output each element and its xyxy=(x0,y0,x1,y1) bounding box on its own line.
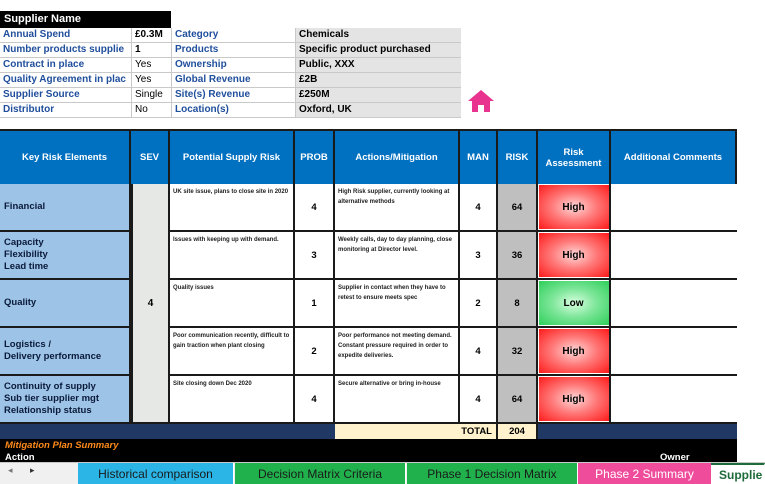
risk-assessment-badge: High xyxy=(539,233,609,277)
mitigation-action-text[interactable]: High Risk supplier, currently looking at alternative methods xyxy=(335,184,460,232)
supplier-field-label: Location(s) xyxy=(171,103,295,118)
total-value[interactable]: 204 xyxy=(498,424,538,439)
risk-assessment-badge: High xyxy=(539,185,609,229)
mitigation-action-text[interactable]: Weekly calls, day to day planning, close monitoring at Director level. xyxy=(335,232,460,280)
risk-assessment-badge: High xyxy=(539,329,609,373)
supplier-field-label: Global Revenue xyxy=(171,73,295,88)
column-header-potential[interactable]: Potential Supply Risk xyxy=(170,131,295,184)
prob-value[interactable]: 4 xyxy=(295,376,335,424)
scroll-tabs-right-icon[interactable]: ▸ xyxy=(30,465,35,475)
additional-comment-cell[interactable] xyxy=(611,376,737,424)
supplier-field-value[interactable]: £0.3M xyxy=(131,28,171,43)
risk-assessment-cell[interactable] xyxy=(538,376,611,424)
risk-assessment-cell[interactable] xyxy=(538,328,611,376)
supplier-field-label: Site(s) Revenue xyxy=(171,88,295,103)
risk-assessment-badge: High xyxy=(539,377,609,421)
supplier-name-label[interactable]: Supplier Name xyxy=(0,11,171,28)
supplier-field-value[interactable]: Specific product purchased xyxy=(295,43,461,58)
supplier-field-value[interactable]: 1 xyxy=(131,43,171,58)
potential-risk-text[interactable]: UK site issue, plans to close site in 2020 xyxy=(170,184,295,232)
supplier-field-value[interactable]: Yes xyxy=(131,58,171,73)
potential-risk-text[interactable]: Poor communication recently, difficult to gain traction when plant closing xyxy=(170,328,295,376)
supplier-field-value[interactable]: £2B xyxy=(295,73,461,88)
man-value[interactable]: 4 xyxy=(460,376,498,424)
supplier-field-label: Supplier Source xyxy=(0,88,131,103)
sheet-tab[interactable]: Supplie xyxy=(711,463,765,484)
additional-comment-cell[interactable] xyxy=(611,184,737,232)
mitigation-action-text[interactable]: Supplier in contact when they have to retest to ensure meets spec xyxy=(335,280,460,328)
total-label: TOTAL xyxy=(335,424,498,439)
man-value[interactable]: 3 xyxy=(460,232,498,280)
risk-score[interactable]: 64 xyxy=(498,184,538,232)
prob-value[interactable]: 2 xyxy=(295,328,335,376)
potential-risk-text[interactable]: Site closing down Dec 2020 xyxy=(170,376,295,424)
potential-risk-text[interactable]: Quality issues xyxy=(170,280,295,328)
risk-element[interactable]: Logistics / Delivery performance xyxy=(0,328,131,376)
supplier-field-label: Annual Spend xyxy=(0,28,131,43)
additional-comment-cell[interactable] xyxy=(611,328,737,376)
prob-value[interactable]: 3 xyxy=(295,232,335,280)
sheet-tab[interactable]: Phase 1 Decision Matrix xyxy=(407,463,578,484)
column-header-risk[interactable]: RISK xyxy=(498,131,538,184)
mitigation-action-text[interactable]: Secure alternative or bring in-house xyxy=(335,376,460,424)
potential-risk-text[interactable]: Issues with keeping up with demand. xyxy=(170,232,295,280)
prob-value[interactable]: 1 xyxy=(295,280,335,328)
sheet-tab[interactable]: Historical comparison xyxy=(78,463,234,484)
mitigation-summary xyxy=(0,439,737,462)
prob-value[interactable]: 4 xyxy=(295,184,335,232)
risk-score[interactable]: 64 xyxy=(498,376,538,424)
risk-score[interactable]: 32 xyxy=(498,328,538,376)
home-icon[interactable] xyxy=(466,88,496,114)
supplier-field-label: Products xyxy=(171,43,295,58)
column-header-assessment[interactable]: Risk Assessment xyxy=(538,131,611,184)
risk-assessment-badge: Low xyxy=(539,281,609,325)
supplier-field-label: Contract in place xyxy=(0,58,131,73)
supplier-field-value[interactable]: Single xyxy=(131,88,171,103)
column-header-man[interactable]: MAN xyxy=(460,131,498,184)
supplier-field-value[interactable]: Public, XXX xyxy=(295,58,461,73)
mitigation-action-label: Action xyxy=(5,452,35,462)
supplier-field-label: Number products supplie xyxy=(0,43,131,58)
sheet-tab-bar xyxy=(0,462,765,484)
scroll-tabs-left-icon[interactable]: ◂ xyxy=(8,465,13,475)
risk-element[interactable]: Quality xyxy=(0,280,131,328)
risk-score[interactable]: 8 xyxy=(498,280,538,328)
supplier-field-value[interactable]: No xyxy=(131,103,171,118)
risk-element[interactable]: Capacity Flexibility Lead time xyxy=(0,232,131,280)
supplier-field-label: Quality Agreement in plac xyxy=(0,73,131,88)
total-row-spacer xyxy=(0,424,335,439)
supplier-field-value[interactable]: Chemicals xyxy=(295,28,461,43)
man-value[interactable]: 4 xyxy=(460,328,498,376)
mitigation-owner-label: Owner xyxy=(660,452,690,462)
column-header-comments[interactable]: Additional Comments xyxy=(611,131,737,184)
sheet-tab[interactable]: Phase 2 Summary xyxy=(578,463,712,484)
risk-assessment-cell[interactable] xyxy=(538,232,611,280)
total-row-spacer-right xyxy=(538,424,737,439)
supplier-field-value[interactable]: Yes xyxy=(131,73,171,88)
supplier-field-label: Distributor xyxy=(0,103,131,118)
risk-element[interactable]: Continuity of supply Sub tier supplier mgt Relationship status xyxy=(0,376,131,424)
risk-score[interactable]: 36 xyxy=(498,232,538,280)
column-header-sev[interactable]: SEV xyxy=(131,131,170,184)
additional-comment-cell[interactable] xyxy=(611,280,737,328)
risk-assessment-cell[interactable] xyxy=(538,184,611,232)
additional-comment-cell[interactable] xyxy=(611,232,737,280)
column-header-elements[interactable]: Key Risk Elements xyxy=(0,131,131,184)
supplier-name-value[interactable] xyxy=(171,11,461,28)
sev-value[interactable]: 4 xyxy=(131,184,170,424)
risk-assessment-cell[interactable] xyxy=(538,280,611,328)
supplier-field-value[interactable]: Oxford, UK xyxy=(295,103,461,118)
supplier-field-value[interactable]: £250M xyxy=(295,88,461,103)
mitigation-title: Mitigation Plan Summary xyxy=(5,440,119,451)
supplier-field-label: Category xyxy=(171,28,295,43)
column-header-actions[interactable]: Actions/Mitigation xyxy=(335,131,460,184)
risk-element[interactable]: Financial xyxy=(0,184,131,232)
man-value[interactable]: 4 xyxy=(460,184,498,232)
mitigation-action-text[interactable]: Poor performance not meeting demand. Constant pressure required in order to expedite deliveries. xyxy=(335,328,460,376)
supplier-field-label: Ownership xyxy=(171,58,295,73)
sheet-tab[interactable]: Decision Matrix Criteria xyxy=(235,463,406,484)
column-header-prob[interactable]: PROB xyxy=(295,131,335,184)
man-value[interactable]: 2 xyxy=(460,280,498,328)
